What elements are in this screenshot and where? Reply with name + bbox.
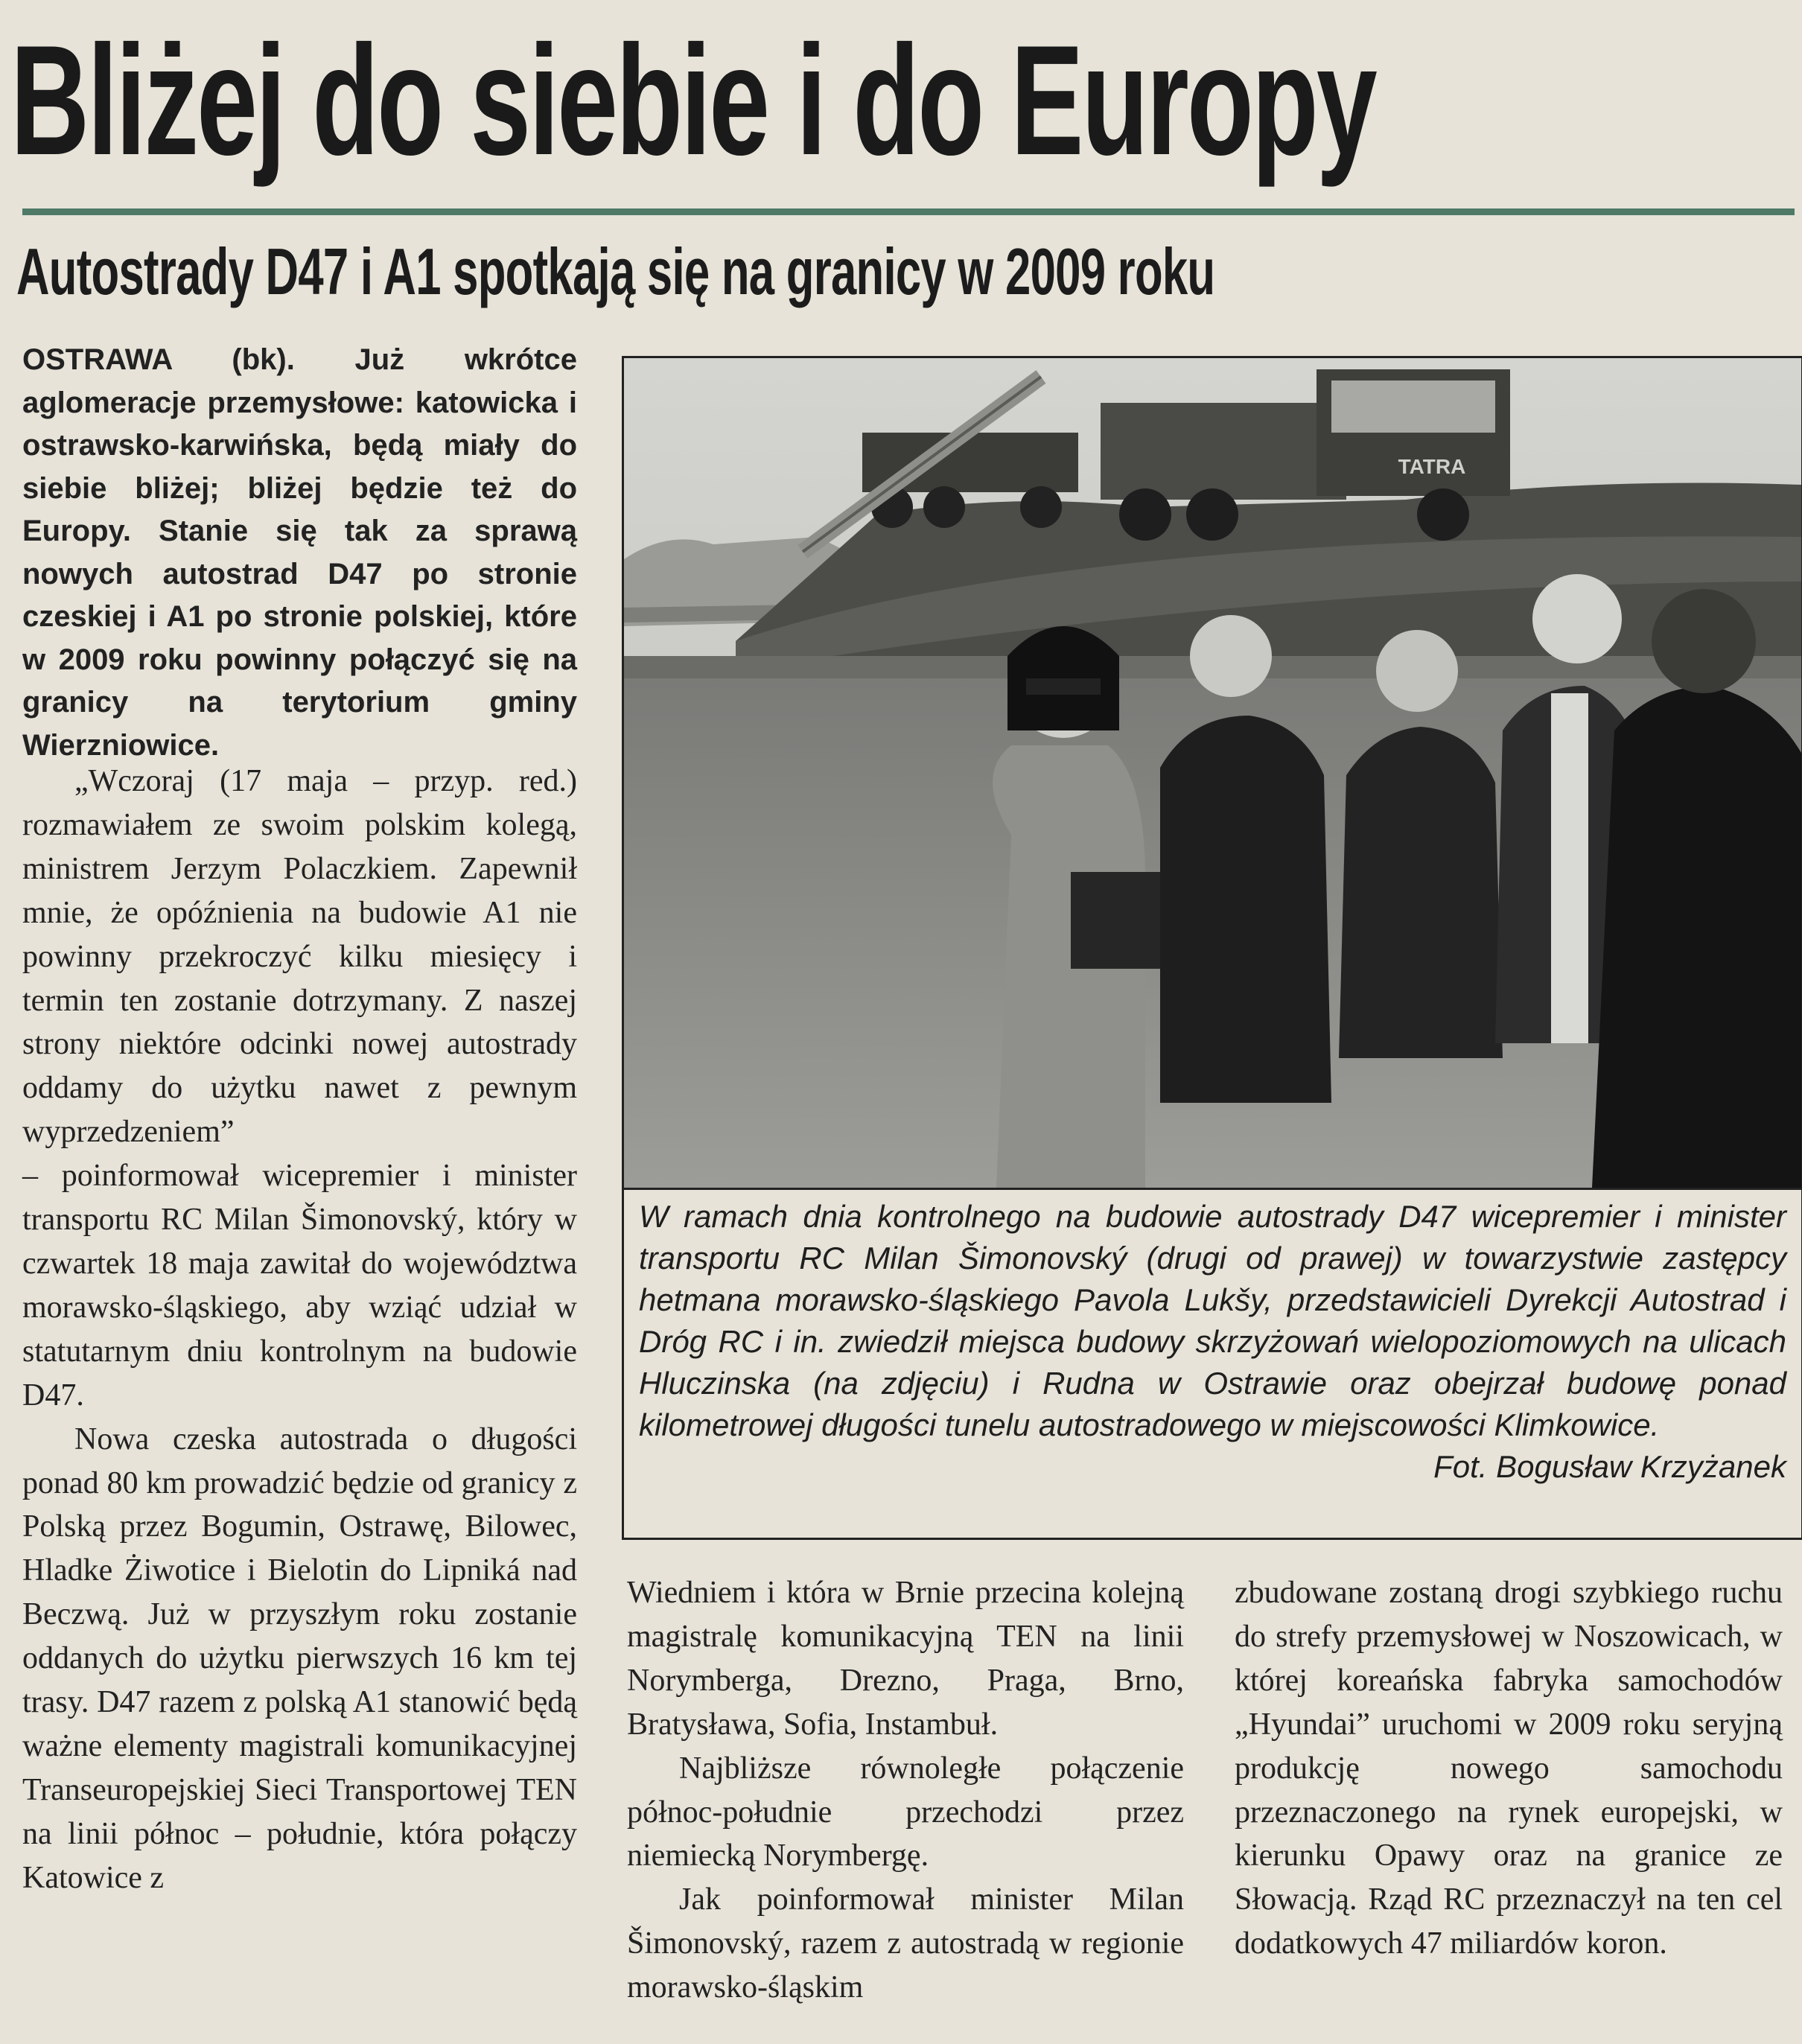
caption-text: W ramach dnia kontrolnego na budowie autostrady D47 wicepremier i minister transportu RC Milan Šimonovský (drugi od prawej) w towarzystwie zastępcy hetmana morawsko-śląskiego Pavola Lukšy, przedstawicieli Dyrekcji Autostrad i Dróg RC i in. zwiedził miejsca budowy skrzyżowań wielopoziomowych na ulicach Hluczinska (na zdjęciu) i Rudna w Ostrawie oraz obejrzał budowę ponad kilometrowej długości tunelu autostradowego w miejscowości Klimkowice. <box>639 1199 1786 1442</box>
truck-label: TATRA <box>1398 455 1466 478</box>
article-column-2 <box>627 1571 1184 2010</box>
photo-caption <box>622 1190 1802 1540</box>
article-column-3 <box>1235 1571 1783 1966</box>
column-paragraph: Najbliższe równoległe połączenie północ-południe przechodzi przez niemiecką Norymbergę. <box>627 1751 1184 1873</box>
article-headline: Bliżej do siebie i do Europy <box>10 13 1375 188</box>
column-paragraph: – poinformował wicepremier i minister transportu RC Milan Šimonovský, który w czwartek 18 maja zawitał do województwa morawsko-śląskiego, aby wziąć udział w statutarnym dniu kontrolnym na budowie D47. <box>22 1159 577 1413</box>
column-paragraph: „Wczoraj (17 maja – przyp. red.) rozmawiałem ze swoim polskim kolegą, ministrem Jerzym Polaczkiem. Zapewnił mnie, że opóźnienia na budowie A1 nie powinny przekroczyć kilku miesięcy i termin ten zostanie dotrzymany. Z naszej strony niektóre odcinki nowej autostrady oddamy do użytku nawet z pewnym wyprzedzeniem” <box>22 764 577 1150</box>
article-column-1 <box>22 760 577 1900</box>
article-subheadline: Autostrady D47 i A1 spotkają się na granicy w 2009 roku <box>16 235 1215 308</box>
column-paragraph: zbudowane zostaną drogi szybkiego ruchu do strefy przemysłowej w Noszowicach, w której koreańska fabryka samochodów „Hyundai” uruchomi w 2009 roku seryjną produkcję nowego samochodu przeznaczonego na rynek europejski, w kierunku Opawy oraz na granice ze Słowacją. Rząd RC przeznaczył na ten cel dodatkowych 47 miliardów koron. <box>1235 1576 1783 1961</box>
lead-text: Już wkrótce aglomeracje przemysłowe: katowicka i ostrawsko-karwińska, będą miały do siebie bliżej; bliżej będzie też do Europy. Stanie się tak za sprawą nowych autostrad D47 po stronie czeskiej i A1 po stronie polskiej, które w 2009 roku powinny połączyć się na granicy na terytorium gminy Wierzniowice. <box>22 343 577 762</box>
column-paragraph: Wiedniem i która w Brnie przecina kolejną magistralę komunikacyjną TEN na linii Norymberga, Drezno, Praga, Brno, Bratysława, Sofia, Instambuł. <box>627 1576 1184 1742</box>
column-paragraph: Jak poinformował minister Milan Šimonovský, razem z autostradą w regionie morawsko-śląskim <box>627 1882 1184 2005</box>
lead-paragraph <box>22 339 577 767</box>
column-paragraph: Nowa czeska autostrada o długości ponad 80 km prowadzić będzie od granicy z Polską przez Bogumin, Ostrawę, Bilowec, Hladke Żiwotice i Bielotin do Lipniká nad Beczwą. Już w przyszłym roku zostanie oddanych do użytku pierwszych 16 km tej trasy. D47 razem z polską A1 stanowić będą ważne elementy magistrali komunikacyjnej Transeuropejskiej Sieci Transportowej TEN na linii północ – południe, która połączy Katowice z <box>22 1421 577 1895</box>
headline-rule <box>22 208 1795 215</box>
news-photo <box>622 356 1802 1190</box>
dateline: OSTRAWA (bk). <box>22 343 295 376</box>
photo-credit: Fot. Bogusław Krzyżanek <box>1433 1449 1786 1484</box>
